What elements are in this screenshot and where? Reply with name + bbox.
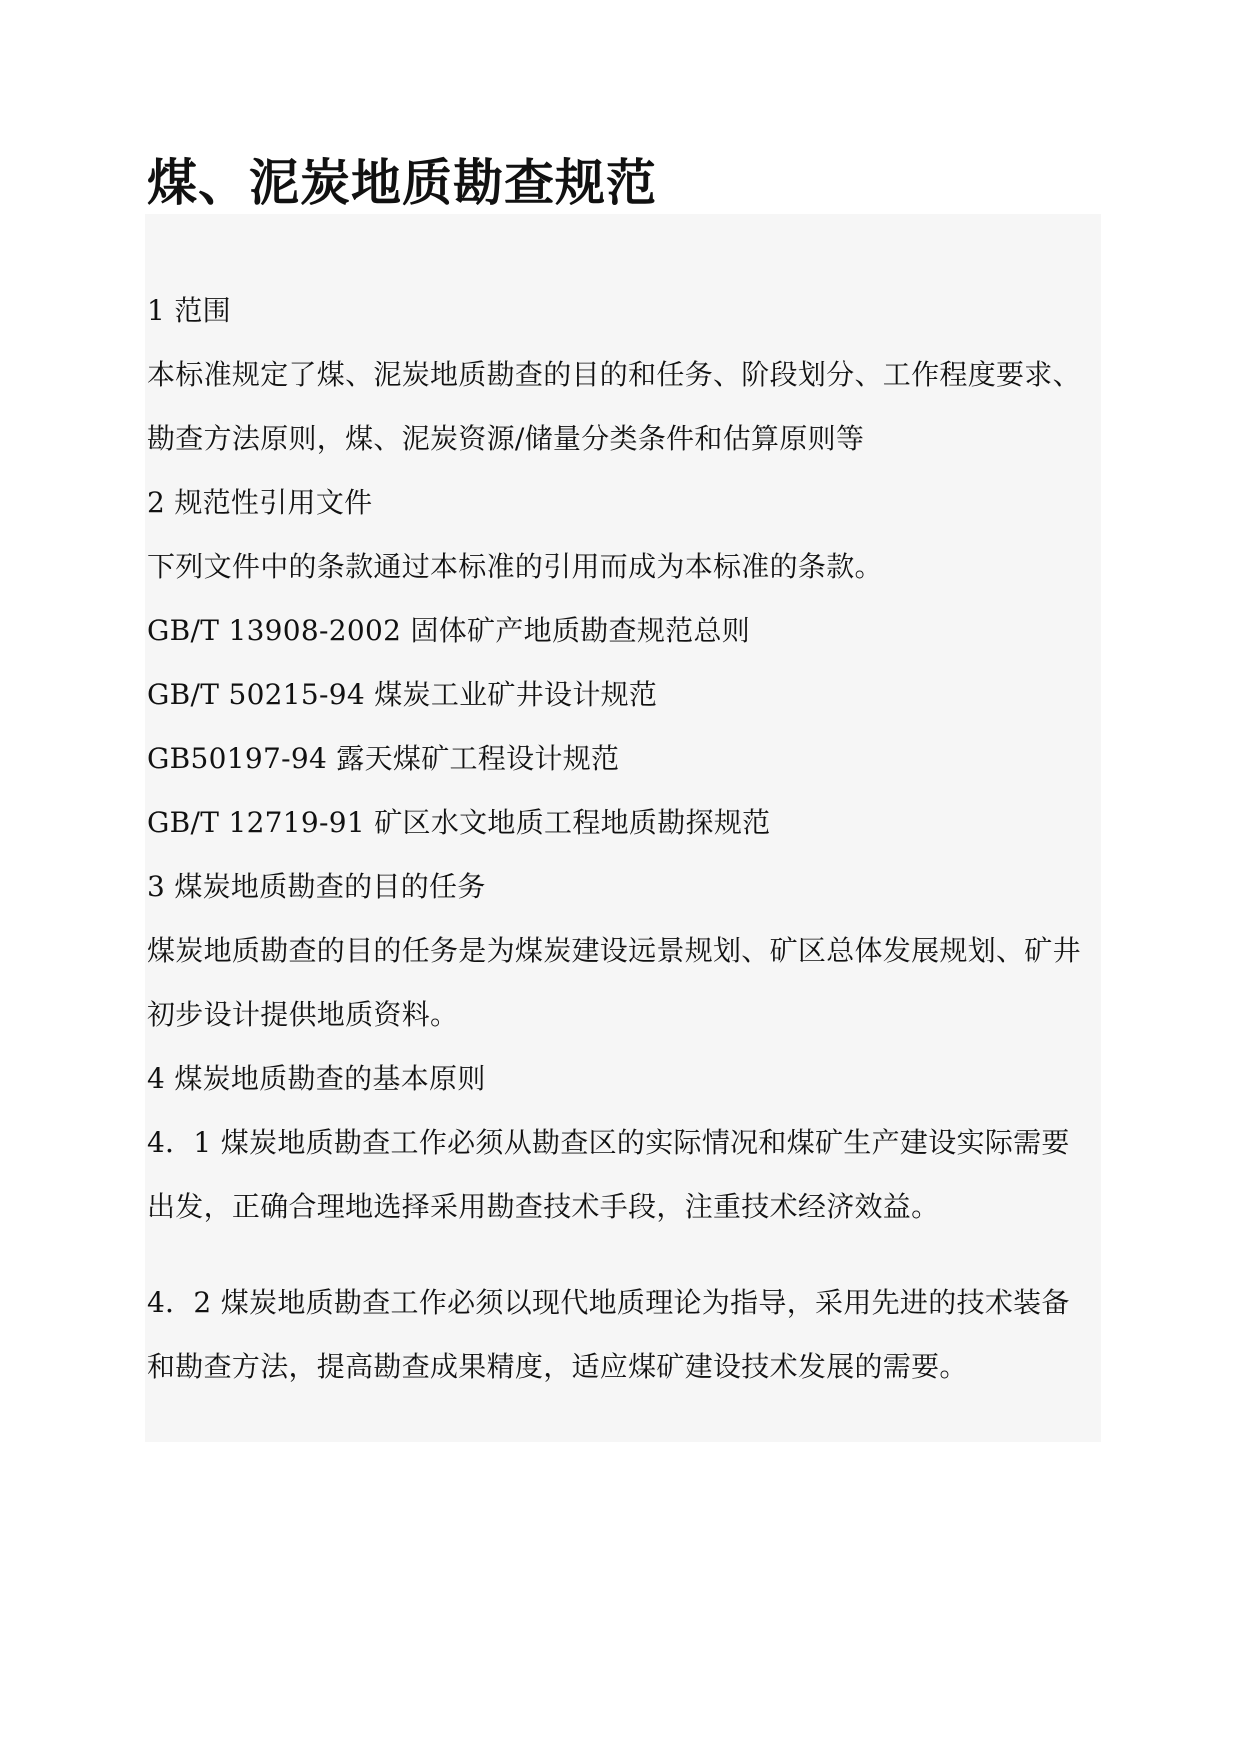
paragraph-purpose-line-1: 煤炭地质勘查的目的任务是为煤炭建设远景规划、矿区总体发展规划、矿井 — [147, 934, 1081, 967]
section-heading-principles: 4 煤炭地质勘查的基本原则 — [147, 1062, 486, 1095]
section-heading-purpose: 3 煤炭地质勘查的目的任务 — [147, 870, 486, 903]
reference-item-4: GB/T 12719-91 矿区水文地质工程地质勘探规范 — [147, 806, 771, 839]
section-heading-scope: 1 范围 — [147, 294, 231, 327]
paragraph-principle-4-1-line-2: 出发，正确合理地选择采用勘查技术手段，注重技术经济效益。 — [147, 1190, 940, 1223]
paragraph-purpose-line-2: 初步设计提供地质资料。 — [147, 998, 459, 1031]
document-title: 煤、泥炭地质勘查规范 — [147, 153, 657, 212]
reference-item-1: GB/T 13908-2002 固体矿产地质勘查规范总则 — [147, 614, 751, 647]
paragraph-normative-references: 下列文件中的条款通过本标准的引用而成为本标准的条款。 — [147, 550, 883, 583]
reference-item-3: GB50197-94 露天煤矿工程设计规范 — [147, 742, 620, 775]
paragraph-principle-4-2-line-1: 4．2 煤炭地质勘查工作必须以现代地质理论为指导，采用先进的技术装备 — [147, 1286, 1070, 1319]
reference-item-2: GB/T 50215-94 煤炭工业矿井设计规范 — [147, 678, 658, 711]
section-heading-normative-references: 2 规范性引用文件 — [147, 486, 373, 519]
paragraph-scope-line-2: 勘查方法原则，煤、泥炭资源/储量分类条件和估算原则等 — [147, 422, 865, 455]
paragraph-principle-4-1-line-1: 4．1 煤炭地质勘查工作必须从勘查区的实际情况和煤矿生产建设实际需要 — [147, 1126, 1070, 1159]
paragraph-principle-4-2-line-2: 和勘查方法，提高勘查成果精度，适应煤矿建设技术发展的需要。 — [147, 1350, 968, 1383]
paragraph-scope-line-1: 本标准规定了煤、泥炭地质勘查的目的和任务、阶段划分、工作程度要求、 — [147, 358, 1081, 391]
